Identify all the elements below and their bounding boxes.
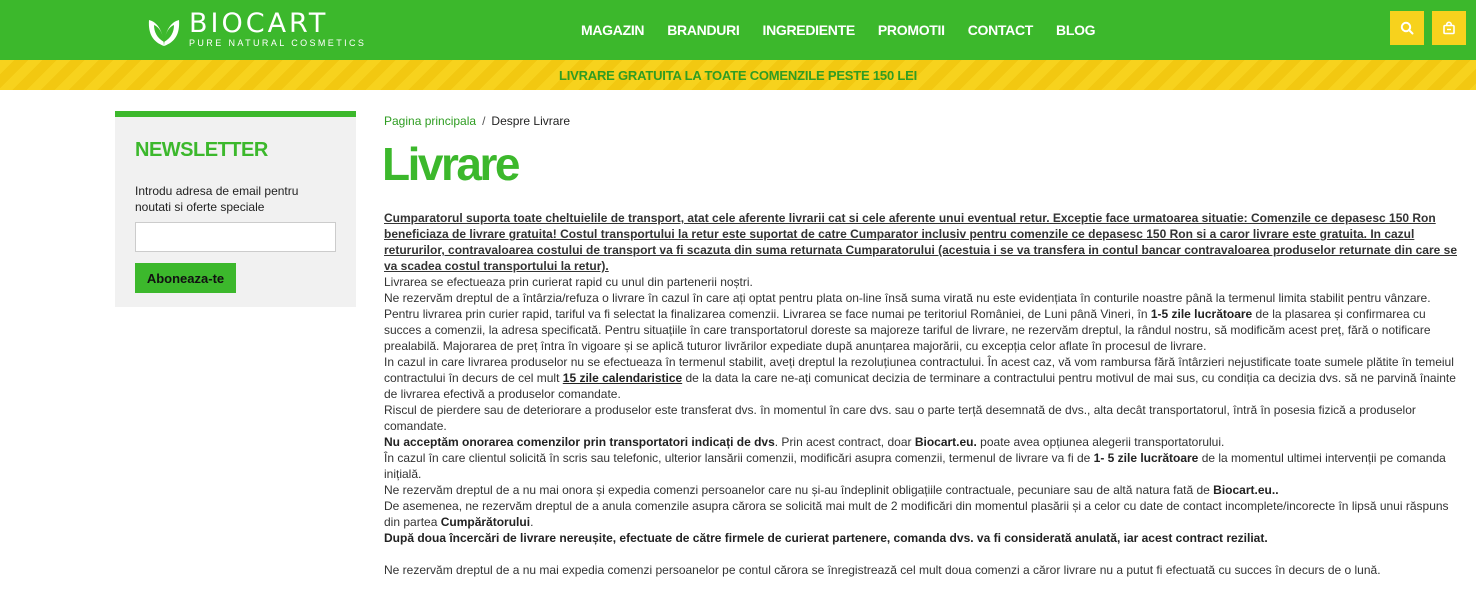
text-segment: In cazul in care livrarea produselor nu se efectueaza în termenul stabilit, aveți dreptul la rezoluțiunea contractului. În acest caz, vă vom rambursa fără întârzieri nejustificate toate sumele plătite în temeiul contractului în decurs de cel mult xyxy=(384,355,1454,385)
shopping-bag-icon xyxy=(1442,21,1456,35)
text-segment: În cazul în care clientul solicită în scris sau telefonic, ulterior lansării comenzii, modificări asupra comenzii, termenul de livrare va fi de xyxy=(384,451,1094,465)
page-title: Livrare xyxy=(382,138,518,190)
newsletter-title: NEWSLETTER xyxy=(135,139,268,161)
bold-segment: 1- 5 zile lucrătoare xyxy=(1093,451,1199,465)
nav-item-magazin[interactable]: MAGAZIN xyxy=(581,22,645,38)
nav-item-promotii[interactable]: PROMOTII xyxy=(877,22,945,38)
logo-text xyxy=(189,8,367,48)
breadcrumb-home-link[interactable]: Pagina principala xyxy=(384,114,477,128)
intro-paragraph: Cumparatorul suporta toate cheltuielile de transport, atat cele aferente livrarii cat si cele aferente unui eventual retur. Exceptie face urmatoarea situatie: Comenzile ce depasesc 150 Ron beneficiaza de livrare gratuita! Costul transportului la retur este suportat de catre Cumparator inclusiv pentru comenzile ce depasesc 150 Ron si a caror livrare este gratuita. In cazul retururilor, contravaloarea costului de transport va fi scazuta din suma returnata Cumparatorului (acestuia i se va transfera in contul bancar contravaloarea produselor returnate din care se va scadea costul transportului la retur). xyxy=(384,211,1457,273)
bold-segment: După doua încercări de livrare nereușite, efectuate de către firmele de curierat partenere, comanda dvs. va fi considerată anulată, iar acest contract reziliat. xyxy=(384,531,1268,545)
paragraph-resolution xyxy=(384,354,1460,402)
search-icon xyxy=(1400,21,1414,35)
newsletter-email-input[interactable] xyxy=(135,222,336,252)
breadcrumb-separator: / xyxy=(482,114,486,128)
newsletter-description: Introdu adresa de email pentru noutati si oferte speciale xyxy=(135,184,299,214)
subscribe-button[interactable]: Aboneaza-te xyxy=(135,263,236,293)
paragraph-modifications xyxy=(384,450,1460,482)
breadcrumb-current: Despre Livrare xyxy=(491,114,571,128)
bold-segment: Nu acceptăm onorarea comenzilor prin transportatori indicați de dvs xyxy=(384,435,775,449)
bold-segment: Cumpărătorului xyxy=(440,515,531,529)
spacer xyxy=(384,546,1460,562)
delivery-policy-text xyxy=(384,210,1460,578)
promo-banner xyxy=(0,60,1476,90)
main-nav xyxy=(581,0,1118,60)
paragraph-transporters xyxy=(384,434,1460,450)
logo-tagline: PURE NATURAL COSMETICS xyxy=(189,38,367,48)
paragraph-failed-attempts xyxy=(384,530,1460,546)
promo-text: LIVRARE GRATUITA LA TOATE COMENZILE PESTE 150 LEI xyxy=(558,67,918,83)
nav-item-ingrediente[interactable]: INGREDIENTE xyxy=(762,22,855,38)
paragraph-failed-orders: Ne rezervăm dreptul de a nu mai expedia comenzi persoanelor pe contul cărora se înregistrează cel mult doua comenzi a căror livrare nu a putut fi efectuată cu succes în decurs de o lună. xyxy=(384,563,1381,577)
text-segment: de la momentul ultimei intervenții pe comanda inițială. xyxy=(384,451,1446,481)
text-segment: Ne rezervăm dreptul de a nu mai onora și expedia comenzi persoanelor care nu și-au îndeplinit obligațiile contractuale, pecuniare sau de altă natura fată de xyxy=(384,483,1214,497)
paragraph-cancellation xyxy=(384,498,1460,530)
nav-item-branduri[interactable]: BRANDURI xyxy=(667,22,740,38)
text-segment: . Prin acest contract, doar xyxy=(774,435,915,449)
cart-button[interactable] xyxy=(1432,11,1466,45)
logo[interactable] xyxy=(145,8,367,48)
breadcrumb xyxy=(384,114,570,128)
paragraph-delay-refuse: Ne rezervăm dreptul de a întârzia/refuza o livrare în cazul în care ați optat pentru plata on-line însă suma virată nu este evidențiata în conturile noastre până la termenul limita stabilit pentru vânzare. xyxy=(384,291,1431,305)
logo-name: BIOCART xyxy=(189,8,329,39)
text-segment: Pentru livrarea prin curier rapid, tariful va fi selectat la finalizarea comenzii. Livrarea se face numai pe teritoriul României, de Luni până Vineri, în xyxy=(384,307,1151,321)
bold-segment: Biocart.eu.. xyxy=(1213,483,1279,497)
bold-underline-segment: 15 zile calendaristice xyxy=(562,371,683,385)
text-segment: De asemenea, ne rezervăm dreptul de a anula comenzile asupra cărora se solicită mai mult de 2 modificări din momentul plasării și a celor cu date de contact incomplete/incorecte în lipsă unui răspuns din partea xyxy=(384,499,1449,529)
paragraph-risk: Riscul de pierdere sau de deteriorare a produselor este transferat dvs. în momentul în care dvs. sau o parte terță desemnată de dvs., alta decât transportatorul, întră în posesia fizică a produselor comandate. xyxy=(384,403,1416,433)
nav-item-blog[interactable]: BLOG xyxy=(1056,22,1096,38)
text-segment: de la data la care ne-ați comunicat decizia de terminare a contractului pentru motivul de mai sus, cu condiția ca decizia dvs. să ne parvină înainte de livrarea efectivă a produselor comandate. xyxy=(384,371,1456,401)
text-segment: de la plasarea și confirmarea cu succes a comenzii, la adresa specificată. Pentru situațiile în care transportatorul doreste sa majoreze tariful de livrare, ne rezervăm dreptul, la rândul nostru, să modificăm acest preț, fără o notificare prealabilă. Majorarea de preț întra în vigoare și se aplică tuturor livrărilor expediate după anunțarea majorării, cu excepția celor aflate în procesul de livrare. xyxy=(384,307,1431,353)
text-segment: poate avea opțiunea alegerii transportatorului. xyxy=(976,435,1225,449)
paragraph-obligations xyxy=(384,482,1460,498)
bold-segment: Biocart.eu. xyxy=(914,435,977,449)
text-segment: . xyxy=(530,515,534,529)
paragraph-courier: Livrarea se efectueaza prin curierat rapid cu unul din partenerii noștri. xyxy=(384,275,753,289)
bold-segment: 1-5 zile lucrătoare xyxy=(1150,307,1253,321)
paragraph-tariff xyxy=(384,306,1460,354)
site-header xyxy=(0,0,1476,60)
newsletter-widget xyxy=(115,111,356,307)
search-button[interactable] xyxy=(1390,11,1424,45)
nav-item-contact[interactable]: CONTACT xyxy=(967,22,1034,38)
leaf-logo-icon xyxy=(145,12,183,48)
